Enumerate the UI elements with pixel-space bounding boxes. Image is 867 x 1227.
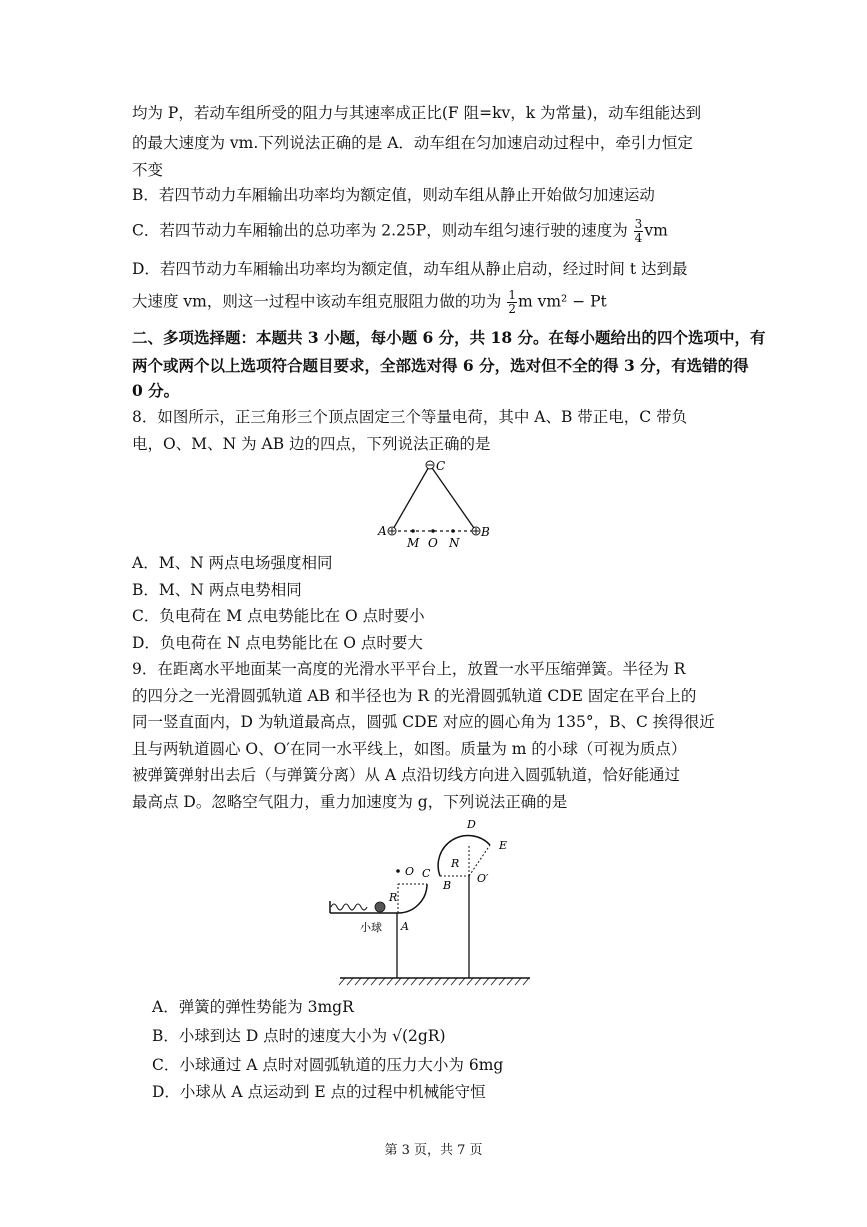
fraction-denominator: 4 (634, 231, 643, 245)
page-number-footer: 第 3 页，共 7 页 (384, 1143, 483, 1158)
q7-option-d-text: 大速度 vm，则这一过程中该动车组克服阻力做的功为 (132, 292, 502, 311)
negative-charge-icon (426, 461, 434, 469)
fraction-one-half (507, 289, 517, 316)
triangle-side-ac (392, 465, 430, 531)
q9-option-d: D．小球从 A 点运动到 E 点的过程中机械能守恒 (152, 1083, 486, 1101)
label-o-prime: O′ (477, 872, 489, 885)
label-d: D (467, 818, 476, 831)
label-a: A (401, 920, 409, 933)
q9-option-a: A．弹簧的弹性势能为 3mgR (152, 998, 354, 1016)
label-e: E (499, 839, 508, 852)
ball-icon (375, 902, 385, 912)
label-b: B (443, 879, 452, 892)
triangle-side-bc (430, 465, 476, 531)
label-c: C (422, 867, 431, 880)
q8-stem-line-2: 电，O、M、N 为 AB 边的四点，下列说法正确的是 (132, 435, 491, 453)
fraction-numerator: 3 (634, 217, 643, 231)
q9-stem-line-1: 9．在距离水平地面某一高度的光滑水平平台上，放置一水平压缩弹簧。半径为 R (132, 660, 686, 678)
q8-triangle-figure (370, 455, 500, 550)
q7-option-c-vm: vm (644, 221, 668, 240)
label-ball: 小球 (360, 921, 382, 934)
q7-line-1: 均为 P，若动车组所受的阻力与其速率成正比(F 阻=kv，k 为常量)，动车组能达到 (132, 104, 702, 122)
arc-ab (398, 884, 427, 913)
point-m-dot (411, 529, 415, 533)
section-2-heading-line-1: 二、多项选择题：本题共 3 小题，每小题 6 分，共 18 分。在每小题给出的四个选项中，有 (132, 328, 766, 347)
q7-option-d-line-1: D．若四节动力车厢输出功率均为额定值，动车组从静止启动，经过时间 t 达到最 (132, 260, 688, 278)
q7-option-c-text: C．若四节动力车厢输出的总功率为 2.25P，则动车组匀速行驶的速度为 (132, 221, 628, 240)
point-o-dot (431, 529, 435, 533)
q9-option-c: C．小球通过 A 点时对圆弧轨道的压力大小为 6mg (152, 1056, 504, 1074)
label-r-left: R (389, 891, 398, 904)
positive-charge-icon (388, 527, 396, 535)
q9-stem-line-4: 且与两轨道圆心 O、O′在同一水平线上，如图。质量为 m 的小球（可视为质点） (132, 740, 687, 758)
q7-line-2: 的最大速度为 vm.下列说法正确的是 A．动车组在匀加速启动过程中，牵引力恒定 (132, 134, 693, 152)
q8-option-d: D．负电荷在 N 点电势能比在 O 点时要大 (132, 634, 423, 652)
fraction-denominator: 2 (508, 302, 516, 316)
q7-option-d-line-2 (132, 289, 607, 316)
label-n: N (449, 536, 460, 550)
q9-stem-line-6: 最高点 D。忽略空气阻力，重力加速度为 g，下列说法正确的是 (132, 793, 568, 811)
q8-option-c: C．负电荷在 M 点电势能比在 O 点时要小 (132, 607, 425, 625)
label-r-top: R (451, 857, 460, 870)
section-2-heading-line-3: 0 分。 (132, 381, 180, 400)
ground-hatching (339, 978, 529, 985)
point-o-dot (396, 869, 400, 873)
point-n-dot (451, 529, 455, 533)
q9-stem-line-3: 同一竖直面内，D 为轨道最高点，圆弧 CDE 对应的圆心角为 135°，B、C 挨得很近 (132, 713, 715, 731)
label-c: C (436, 459, 446, 473)
q7-line-3: 不变 (132, 161, 164, 179)
q7-option-b: B．若四节动力车厢输出功率均为额定值，则动车组从静止开始做匀加速运动 (132, 186, 655, 204)
q8-option-a: A．M、N 两点电场强度相同 (132, 554, 333, 572)
q9-stem-line-5: 被弹簧弹射出去后（与弹簧分离）从 A 点沿切线方向进入圆弧轨道，恰好能通过 (132, 766, 681, 784)
q7-option-c (132, 218, 668, 245)
spring-icon (331, 904, 367, 910)
q8-option-b: B．M、N 两点电势相同 (132, 581, 302, 599)
positive-charge-icon (472, 527, 480, 535)
label-o: O (428, 536, 438, 550)
section-2-heading-line-2: 两个或两个以上选项符合题目要求，全部选对得 6 分，选对但不全的得 3 分，有选错的得 (132, 356, 749, 375)
label-m: M (407, 536, 420, 550)
q9-stem-line-2: 的四分之一光滑圆弧轨道 AB 和半径也为 R 的光滑圆弧轨道 CDE 固定在平台上的 (132, 687, 697, 705)
label-b: B (481, 525, 490, 539)
label-o: O (405, 865, 415, 878)
label-a: A (378, 524, 387, 538)
fraction-three-quarters (634, 218, 644, 245)
fraction-numerator: 1 (508, 288, 516, 302)
q9-option-b: B．小球到达 D 点时的速度大小为 √(2gR) (152, 1027, 446, 1045)
q7-option-d-formula: m vm² − Pt (517, 292, 607, 311)
q9-track-figure (325, 815, 535, 990)
q8-stem-line-1: 8．如图所示，正三角形三个顶点固定三个等量电荷，其中 A、B 带正电，C 带负 (132, 408, 688, 426)
